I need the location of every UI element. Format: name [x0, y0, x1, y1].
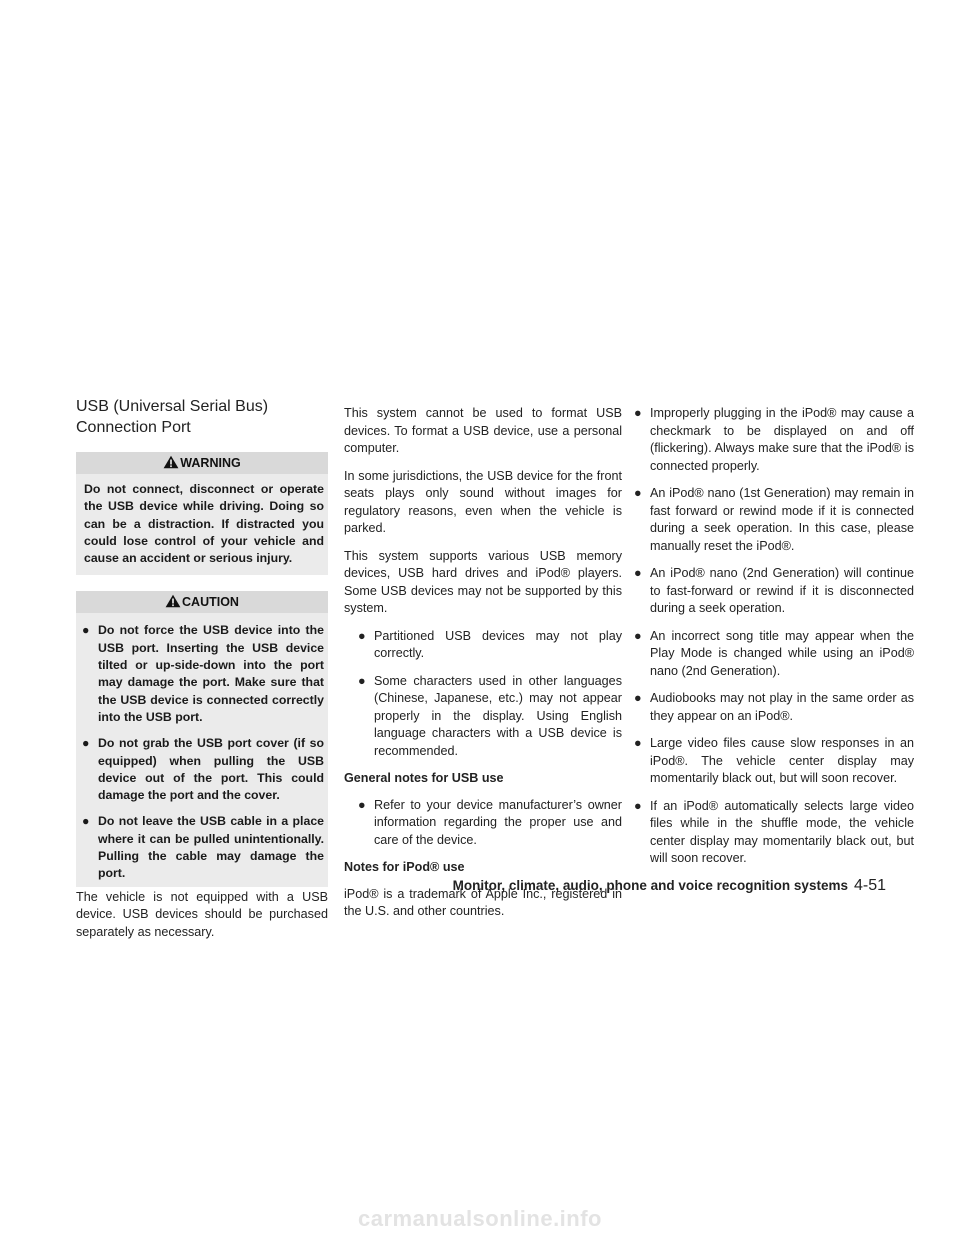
warning-text: Do not connect, disconnect or operate the USB device while driving. Doing so can be a distraction. If distracted you could lose control of your vehicle and cause an accident or serious injury. [76, 474, 328, 575]
bullet-icon: ● [634, 486, 642, 500]
usb-device-note: The vehicle is not equipped with a USB device. USB devices should be purchased separately as necessary. [76, 889, 328, 939]
caution-item [82, 622, 324, 726]
bullet-icon: ● [358, 673, 366, 688]
list-item [344, 673, 622, 761]
warning-triangle-icon [163, 455, 179, 469]
list-item-text: Large video files cause slow responses in an iPod®. The vehicle center display may momentarily black out, but will soon recover. [650, 736, 914, 785]
caution-box [76, 591, 328, 886]
list-item-text: If an iPod® automatically selects large video files while in the shuffle mode, the vehicle center display may momentarily black out, but will soon recover. [650, 798, 914, 865]
bullet-icon: ● [82, 736, 90, 751]
list-item-text: Improperly plugging in the iPod® may cause a checkmark to be displayed on and off (flickering). Always make sure that the iPod® is connected properly. [650, 406, 914, 473]
bullet-icon: ● [82, 814, 90, 829]
bullet-icon: ● [358, 628, 366, 643]
bullet-icon: ● [634, 691, 642, 705]
bullet-icon: ● [358, 797, 366, 812]
list-item-text: Partitioned USB devices may not play correctly. [374, 628, 622, 660]
jurisdiction-note: In some jurisdictions, the USB device for the front seats plays only sound without images for regulatory reasons, even when the vehicle is parked. [344, 468, 622, 535]
list-item [634, 485, 914, 555]
bullet-icon: ● [634, 798, 642, 813]
caution-item [82, 735, 324, 804]
warning-label: WARNING [180, 456, 241, 470]
list-item [634, 628, 914, 681]
section-title [76, 396, 328, 438]
bullet-icon: ● [82, 623, 90, 638]
caution-list [76, 613, 328, 886]
left-column [76, 396, 328, 951]
caution-item-text: Do not force the USB device into the USB port. Inserting the USB device tilted or up-side-down into the port may damage the port. Make sure that the USB device is connected correctly into the USB port. [98, 623, 324, 724]
general-notes-heading: General notes for USB use [344, 771, 504, 785]
ipod-notes-heading: Notes for iPod® use [344, 860, 465, 874]
caution-item-text: Do not grab the USB port cover (if so equipped) when pulling the USB device out of the port. This could damage the port and the cover. [98, 736, 324, 803]
caution-label: CAUTION [182, 595, 239, 610]
section-title-line1: USB (Universal Serial Bus) [76, 398, 269, 415]
list-item-text: Audiobooks may not play in the same order as they appear on an iPod®. [650, 691, 914, 723]
list-item-text: Some characters used in other languages (Chinese, Japanese, etc.) may not appear properly in the display. Using English language characters with a USB device is recommended. [374, 673, 622, 758]
bullet-icon: ● [634, 628, 642, 643]
caution-triangle-icon [165, 594, 181, 608]
bullet-icon: ● [634, 736, 642, 750]
caution-item [82, 813, 324, 882]
list-item [344, 797, 622, 850]
footer-section-name: Monitor, climate, audio, phone and voice recognition systems [452, 878, 848, 893]
list-item [634, 798, 914, 868]
list-item [634, 405, 914, 475]
right-column [634, 405, 914, 878]
ipod-trademark-note: iPod® is a trademark of Apple Inc., registered in the U.S. and other countries. [344, 886, 622, 918]
watermark: carmanualsonline.info [358, 1206, 602, 1231]
support-note: This system supports various USB memory devices, USB hard drives and iPod® players. Some USB devices may not be supported by this system. [344, 548, 622, 615]
warning-box [76, 452, 328, 575]
list-item [634, 735, 914, 788]
list-item [634, 565, 914, 618]
list-item-text: Refer to your device manufacturer’s owner information regarding the proper use and care of the device. [374, 797, 622, 847]
section-title-line2: Connection Port [76, 419, 191, 436]
caution-header [76, 591, 328, 613]
list-item-text: An iPod® nano (1st Generation) may remain in fast forward or rewind mode if it is connected during a seek operation. In this case, please manually reset the iPod®. [650, 486, 914, 553]
middle-column [344, 405, 622, 931]
list-item-text: An iPod® nano (2nd Generation) will continue to fast-forward or rewind if it is disconnected during a seek operation. [650, 566, 914, 615]
bullet-icon: ● [634, 406, 642, 420]
page-footer [453, 877, 886, 895]
caution-item-text: Do not leave the USB cable in a place where it can be pulled unintentionally. Pulling the cable may damage the port. [98, 814, 324, 881]
list-item [634, 690, 914, 725]
page-number: 4-51 [853, 877, 886, 894]
list-item-text: An incorrect song title may appear when the Play Mode is changed while using an iPod® nano (2nd Generation). [650, 628, 914, 678]
warning-header [76, 452, 328, 474]
format-note: This system cannot be used to format USB devices. To format a USB device, use a personal computer. [344, 406, 622, 455]
list-item [344, 628, 622, 663]
bullet-icon: ● [634, 566, 642, 580]
